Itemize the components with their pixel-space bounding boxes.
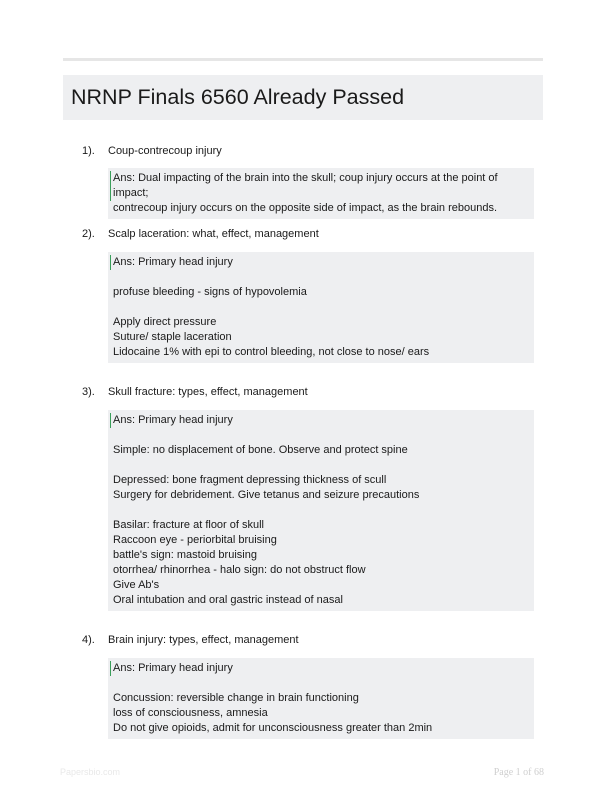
answer-box <box>108 168 534 219</box>
answer-line: Lidocaine 1% with epi to control bleeding, not close to nose/ ears <box>113 346 430 358</box>
answer-line: loss of consciousness, amnesia <box>113 707 268 719</box>
answer-line: Give Ab's <box>113 579 160 591</box>
page-title: NRNP Finals 6560 Already Passed <box>71 85 405 109</box>
answer-line <box>113 503 528 518</box>
answer-box <box>108 410 534 611</box>
question-number: 2). <box>82 228 95 240</box>
page-number: Page 1 of 68 <box>493 767 544 778</box>
answer-line: Ans: Primary head injury <box>110 413 528 428</box>
answer-line: Basilar: fracture at floor of skull <box>113 519 265 531</box>
question-text: Brain injury: types, effect, management <box>108 634 299 646</box>
footer-watermark: Papersbio.com <box>60 767 121 777</box>
answer-line <box>113 676 528 691</box>
answer-box <box>108 252 534 363</box>
answer-line: Do not give opioids, admit for unconsciousness greater than 2min <box>113 722 433 734</box>
answer-box <box>108 658 534 739</box>
answer-line: Suture/ staple laceration <box>113 331 232 343</box>
question-text: Coup-contrecoup injury <box>108 145 222 157</box>
question-number: 1). <box>82 145 95 157</box>
answer-line <box>113 270 528 285</box>
answer-line: Simple: no displacement of bone. Observe and protect spine <box>113 444 408 456</box>
answer-line: Raccoon eye - periorbital bruising <box>113 534 277 546</box>
answer-line: Concussion: reversible change in brain functioning <box>113 692 359 704</box>
title-banner <box>63 75 543 120</box>
answer-line: Ans: Primary head injury <box>110 255 528 270</box>
answer-line: Ans: Primary head injury <box>110 661 528 676</box>
answer-line <box>113 300 528 315</box>
answer-line: Ans: Dual impacting of the brain into the skull; coup injury occurs at the point of impact; <box>110 171 528 201</box>
answer-line: contrecoup injury occurs on the opposite side of impact, as the brain rebounds. <box>113 202 498 214</box>
answer-line: Surgery for debridement. Give tetanus and seizure precautions <box>113 489 420 501</box>
question-text: Scalp laceration: what, effect, management <box>108 228 319 240</box>
answer-line <box>113 428 528 443</box>
answer-line: profuse bleeding - signs of hypovolemia <box>113 286 307 298</box>
answer-line <box>113 458 528 473</box>
answer-line: Oral intubation and oral gastric instead of nasal <box>113 594 343 606</box>
answer-line: otorrhea/ rhinorrhea - halo sign: do not obstruct flow <box>113 564 366 576</box>
answer-line: Apply direct pressure <box>113 316 217 328</box>
question-number: 4). <box>82 634 95 646</box>
answer-line: battle's sign: mastoid bruising <box>113 549 257 561</box>
top-divider <box>63 58 543 61</box>
answer-line: Depressed: bone fragment depressing thickness of scull <box>113 474 387 486</box>
question-number: 3). <box>82 386 95 398</box>
question-text: Skull fracture: types, effect, management <box>108 386 308 398</box>
